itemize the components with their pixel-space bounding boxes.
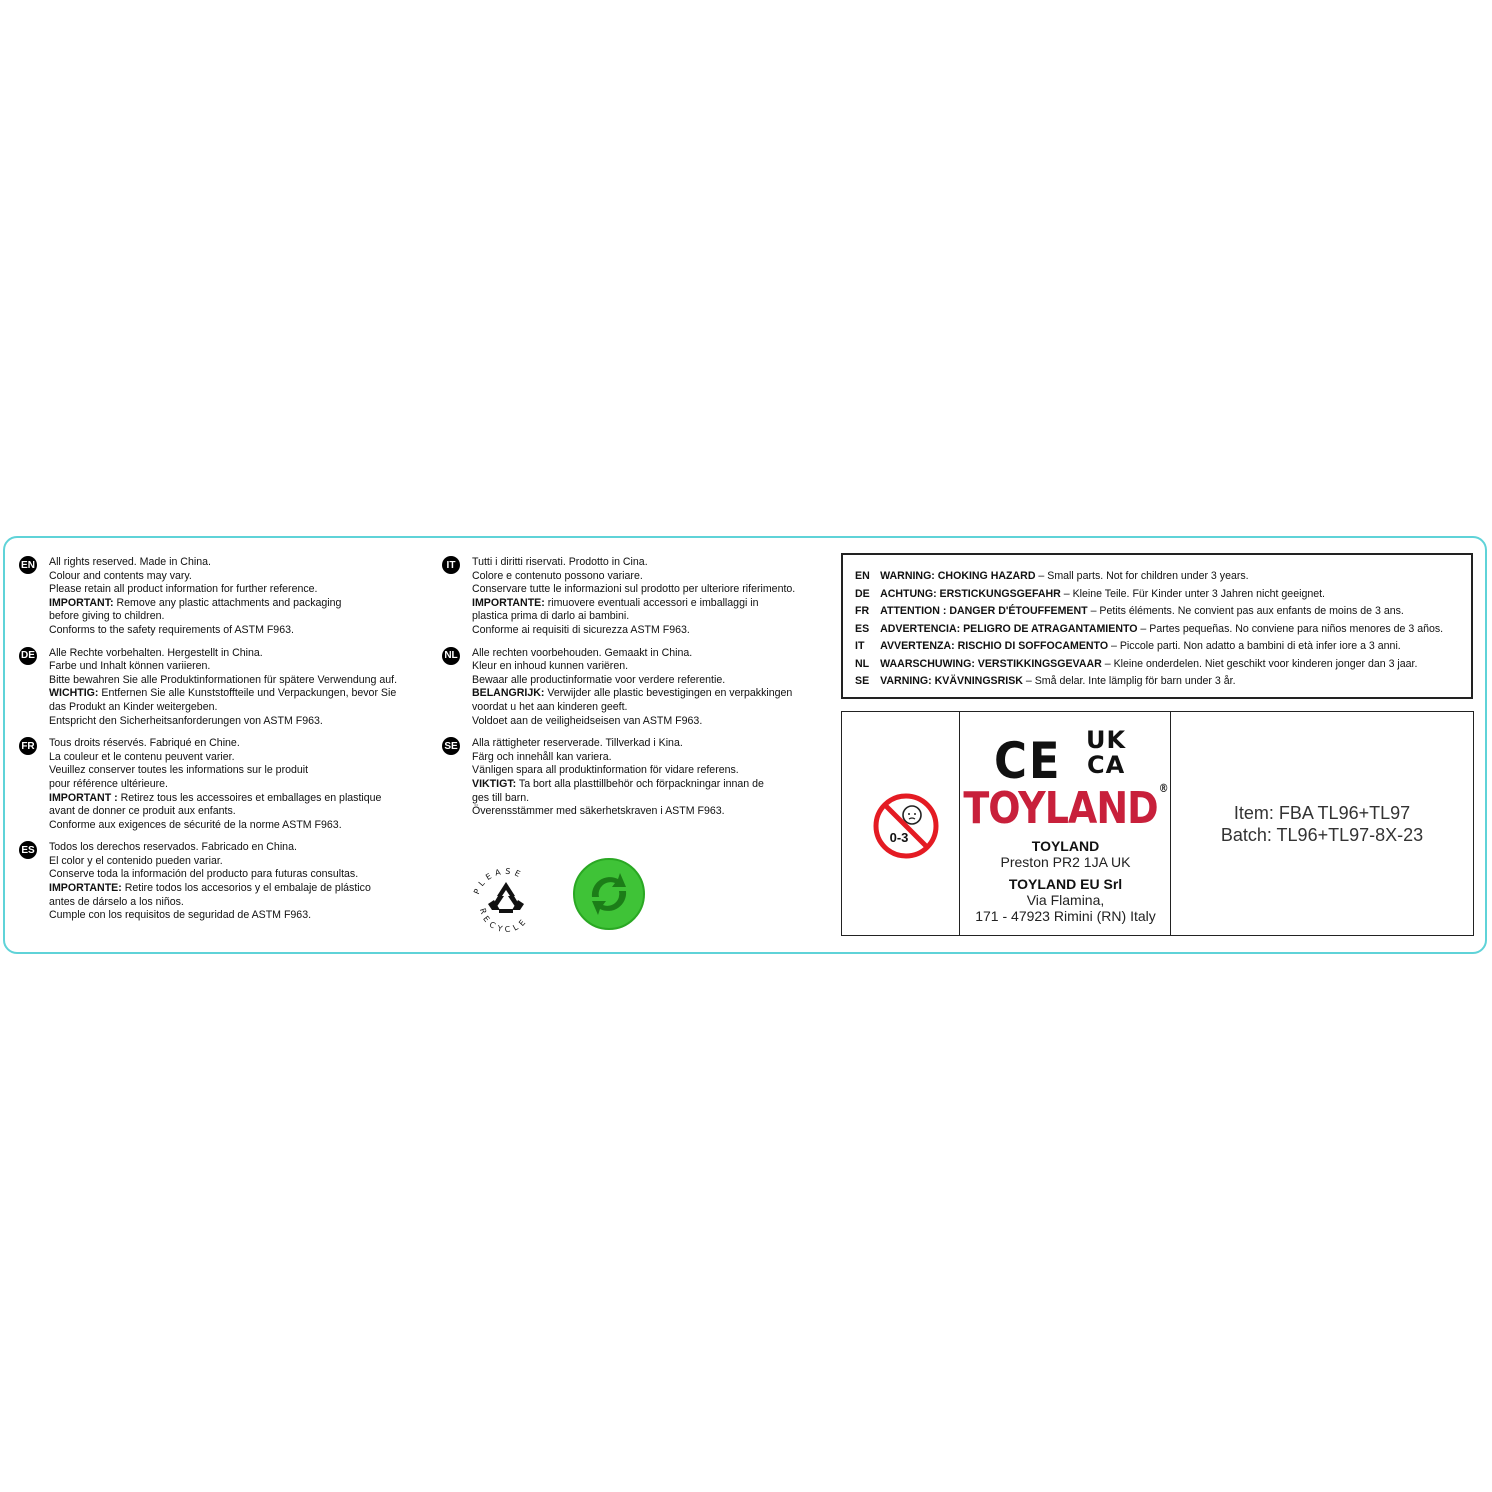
line-text: plastica prima di darlo ai bambini. [472,610,630,623]
warning-title: ACHTUNG: ERSTICKUNGSGEFAHR [880,587,1061,600]
warning-row-en [855,568,1428,586]
line-text: Verwijder alle plastic bevestigingen en verpakkingen [544,687,793,700]
important-label: VIKTIGT: [472,777,517,790]
line-text: Tutti i diritti riservati. Prodotto in Cina. [472,556,648,568]
warning-row-nl [855,656,1428,674]
text-line [49,597,341,611]
line-text: Retirez tous les accessoires et emballages en plastique [117,791,382,804]
line-text: Todos los derechos reservados. Fabricado en China. [49,841,297,854]
warning-text: – Kleine Teile. Für Kinder unter 3 Jahren nicht geeignet. [1060,587,1326,600]
warning-text: – Kleine onderdelen. Niet geschikt voor kinderen jonger dan 3 jaar. [1101,657,1418,670]
ukca-mark-bottom: CA [1086,751,1126,779]
warning-title: AVVERTENZA: RISCHIO DI SOFFOCAMENTO [880,640,1109,652]
line-text: Remove any plastic attachments and packaging [113,596,342,609]
registered-mark: ® [1158,782,1168,796]
language-block-se [442,737,842,819]
warning-title: WAARSCHUWING: VERSTIKKINGSGEVAAR [880,657,1102,670]
line-text: El color y el contenido pueden variar. [49,854,223,867]
text-line [49,764,381,778]
text-line [472,624,795,638]
language-badge-icon: IT [442,556,460,574]
line-text: Colore e contenuto possono variare. [472,569,643,582]
language-block-nl [442,647,842,729]
line-text: pour référence ultérieure. [49,777,168,790]
line-text: Conforms to the safety requirements of ASTM F963. [49,623,294,636]
text-line [472,556,795,570]
eu-address-line-1: Via Flamina, [1026,892,1105,908]
text-line [49,674,397,688]
warning-lang-code: NL [855,657,870,670]
text-line [49,610,341,624]
language-text [472,647,792,729]
line-text: voordat u het aan kinderen geeft. [472,700,628,713]
line-text: Cumple con los requisitos de seguridad de ASTM F963. [49,909,312,922]
text-line [472,570,795,584]
line-text: antes de dárselo a los niños. [49,895,184,908]
line-text: Kleur en inhoud kunnen variëren. [472,660,629,673]
text-line [49,624,341,638]
line-text: Överensstämmer med säkerhetskraven i ASTM F963. [472,805,725,818]
uk-address-line: Preston PR2 1JA UK [1000,854,1131,870]
text-line [472,805,764,819]
language-badge-icon: DE [19,647,37,665]
recycle-bottom-text: RECYCLE [477,907,530,934]
language-block-it [442,556,842,638]
brand-name: TOYLAND [963,782,1158,834]
warning-row-it [855,638,1428,656]
text-line [472,751,764,765]
line-text: Retire todos los accesorios y el embalaje de plástico [121,882,371,895]
line-text: Vänligen spara all produktinformation för vidare referens. [472,764,739,777]
language-text [49,556,341,638]
text-line [49,855,371,869]
line-text: Voldoet aan de veiligheidseisen van ASTM F963. [472,714,703,727]
line-text: Alla rättigheter reserverade. Tillverkad i Kina. [472,737,683,750]
language-badge-icon: NL [442,647,460,665]
language-text [472,556,795,638]
text-line [472,597,795,611]
line-text: Conforme ai requisiti di sicurezza ASTM F963. [472,623,690,636]
age-cell [842,712,960,935]
important-label: WICHTIG: [49,687,99,700]
warning-title: ADVERTENCIA: PELIGRO DE ATRAGANTAMIENTO [880,622,1138,635]
line-text: avant de donner ce produit aux enfants. [49,805,236,818]
line-text: Tous droits réservés. Fabriqué en Chine. [49,737,240,750]
text-line [472,778,764,792]
line-text: Bewaar alle productinformatie voor verdere referentie. [472,673,726,686]
text-line [49,701,397,715]
line-text: Conservare tutte le informazioni sul prodotto per ulteriore riferimento. [472,583,796,596]
warning-lang-code: DE [855,587,870,600]
text-line [49,737,381,751]
warning-lang-code: EN [855,570,870,582]
line-text: das Produkt an Kinder weitergeben. [49,700,218,713]
warning-text: – Piccole parti. Non adatto a bambini di età infer iore a 3 anni. [1108,640,1401,652]
line-text: Färg och innehåll kan variera. [472,750,612,763]
language-text [472,737,764,819]
text-line [49,583,341,597]
text-line [472,737,764,751]
line-text: Entfernen Sie alle Kunststoffteile und Verpackungen, bevor Sie [98,687,397,700]
language-badge-icon: ES [19,841,37,859]
warning-lang-code: ES [855,622,870,635]
text-line [472,687,792,701]
warning-row-es [855,621,1444,639]
warning-lang-code: IT [855,640,865,652]
warning-text: – Petits éléments. Ne convient pas aux enfants de moins de 3 ans. [1087,605,1404,617]
text-line [472,764,764,778]
languages-left [19,556,429,932]
important-label: IMPORTANTE: [49,882,122,895]
language-badge-icon: FR [19,737,37,755]
warning-lang-code: SE [855,675,870,687]
item-batch-cell [1171,712,1473,935]
text-line [49,660,397,674]
line-text: Ta bort alla plasttillbehör och förpackningar innan de [516,777,764,790]
line-text: Farbe und Inhalt können variieren. [49,660,211,673]
brand-cell [960,712,1171,935]
text-line [49,805,381,819]
manufacturer-info [841,711,1474,936]
line-text: Please retain all product information for further reference. [49,583,318,596]
line-text: La couleur et le contenu peuvent varier. [49,750,235,763]
language-block-en [19,556,429,638]
warning-text: – Små delar. Inte lämplig för barn under 3 år. [1022,675,1236,687]
text-line [472,583,795,597]
text-line [472,610,795,624]
line-text: Veuillez conserver toutes les informations sur le produit [49,764,309,777]
age-range-label: 0-3 [889,830,909,845]
line-text: Conforme aux exigences de sécurité de la norme ASTM F963. [49,818,342,831]
important-label: IMPORTANTE: [472,596,545,609]
choking-hazard-warnings [841,553,1473,699]
eu-address-line-2: 171 - 47923 Rimini (RN) Italy [975,908,1156,924]
language-text [49,647,397,729]
important-label: BELANGRIJK: [472,687,545,700]
text-line [49,570,341,584]
item-number: Item: FBA TL96+TL97 [1233,802,1411,823]
text-line [49,819,381,833]
warning-row-fr [855,603,1428,621]
language-block-fr [19,737,429,832]
important-label: IMPORTANT : [49,791,118,804]
text-line [49,841,371,855]
ce-mark-icon: CE [994,732,1062,790]
brand-logo [960,783,1171,834]
text-line [49,778,381,792]
warning-lang-code: FR [855,605,870,617]
line-text: Entspricht den Sicherheitsanforderungen von ASTM F963. [49,714,323,727]
warning-text: – Small parts. Not for children under 3 years. [1035,570,1249,582]
please-recycle-icon [470,862,542,934]
warning-row-de [855,586,1428,604]
line-text: before giving to children. [49,610,165,623]
text-line [49,882,371,896]
languages-mid [442,556,842,828]
language-text [49,841,371,923]
line-text: All rights reserved. Made in China. [49,556,211,568]
line-text: Alle rechten voorbehouden. Gemaakt in China. [472,646,693,659]
language-block-es [19,841,429,923]
batch-number: Batch: TL96+TL97-8X-23 [1220,824,1424,845]
warning-row-se [855,673,1428,691]
ukca-mark-icon [1086,728,1126,778]
warning-title: WARNING: CHOKING HAZARD [880,570,1036,582]
language-block-de [19,647,429,729]
ukca-mark-top: UK [1086,726,1127,754]
not-for-under-3-icon [872,792,940,860]
conformity-marks [960,724,1171,790]
text-line [49,909,371,923]
warning-text: – Partes pequeñas. No conviene para niños menores de 3 años. [1137,622,1444,635]
line-text: Bitte bewahren Sie alle Produktinformationen für spätere Verwendung auf. [49,673,398,686]
language-badge-icon: EN [19,556,37,574]
line-text: ges till barn. [472,791,530,804]
uk-company-name: TOYLAND [1031,838,1100,854]
recycle-top-text: PLEASE [472,866,526,896]
svg-text:PLEASE [472,867,525,896]
important-label: IMPORTANT: [49,596,114,609]
line-text: Conserve toda la información del producto para futuras consultas. [49,868,359,881]
text-line [472,715,792,729]
text-line [49,647,397,661]
text-line [49,868,371,882]
text-line [472,674,792,688]
line-text: rimuovere eventuali accessori e imballaggi in [544,596,759,609]
text-line [49,751,381,765]
text-line [49,687,397,701]
language-badge-icon: SE [442,737,460,755]
line-text: Colour and contents may vary. [49,569,192,582]
text-line [49,715,397,729]
text-line [472,792,764,806]
text-line [49,556,341,570]
text-line [472,701,792,715]
addresses [960,838,1171,924]
warning-title: ATTENTION : DANGER D'ÉTOUFFEMENT [880,605,1088,617]
text-line [472,660,792,674]
green-dot-icon [572,857,646,931]
eu-company-name: TOYLAND EU Srl [1008,876,1123,892]
language-text [49,737,381,832]
text-line [472,647,792,661]
line-text: Alle Rechte vorbehalten. Hergestellt in China. [49,646,263,659]
warning-title: VARNING: KVÄVNINGSRISK [880,675,1023,687]
text-line [49,792,381,806]
text-line [49,896,371,910]
